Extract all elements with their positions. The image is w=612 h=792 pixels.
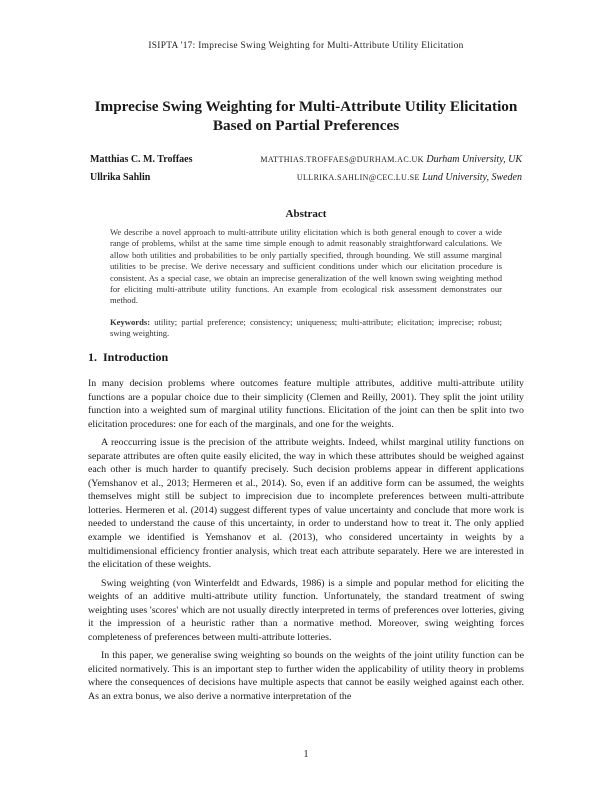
paper-title <box>60 97 552 135</box>
author-name: Ullrika Sahlin <box>90 172 151 183</box>
section-heading <box>88 350 168 365</box>
author-1 <box>90 154 522 168</box>
author-affiliation <box>297 172 522 183</box>
running-head: ISIPTA '17: Imprecise Swing Weighting for Multi-Attribute Utility Elicitation <box>148 41 464 51</box>
abstract-text: We describe a novel approach to multi-attribute utility elicitation which is both general enough to cover a wide range of problems, whilst at the same time simple enough to admit reasonably straightforward calculations. We allow both utilities and probabilities to be only partially specified, through bounding. We still assume marginal utilities to be precise. We derive necessary and sufficient conditions under which our elicitation procedure is consistent. As a special case, we obtain an imprecise generalization of the well known swing weighting method for eliciting multi-attribute utility functions. An example from ecological risk assessment demonstrates our method. <box>110 227 502 306</box>
author-email[interactable]: MATTHIAS.TROFFAES@DURHAM.AC.UK <box>260 155 424 164</box>
keywords <box>110 317 502 340</box>
paragraph: In this paper, we generalise swing weighting so bounds on the weights of the joint utility function can be elicited normatively. This is an important step to further widen the applicability of utility theory in problems where the consequences of decisions have multiple aspects that cannot be easily weighed against each other. As an extra bonus, we also derive a normative interpretation of the <box>88 650 524 703</box>
section-title: Introduction <box>103 350 169 364</box>
keywords-list: utility; partial preference; consistency; uniqueness; multi-attribute; elicitation; imprecise; robust; swing weighting. <box>110 317 503 339</box>
keywords-label: Keywords: <box>110 317 151 327</box>
author-name: Matthias C. M. Troffaes <box>90 154 193 165</box>
section-body <box>88 377 524 709</box>
author-institution: Durham University, UK <box>426 154 522 165</box>
author-email[interactable]: ULLRIKA.SAHLIN@CEC.LU.SE <box>296 173 420 182</box>
paragraph: In many decision problems where outcomes feature multiple attributes, additive multi-attribute utility functions are a popular choice due to their simplicity (Clemen and Reilly, 2001). They split the joint utility function into a weighted sum of marginal utility functions. Elicitation of the joint can then be split into two elicitation procedures: one for each of the marginals, and one for the weights. <box>88 378 524 430</box>
abstract-heading: Abstract <box>285 208 327 220</box>
title-line-2: Based on Partial Preferences <box>212 117 400 134</box>
author-affiliation <box>260 154 522 165</box>
author-2 <box>90 172 522 186</box>
title-line-1: Imprecise Swing Weighting for Multi-Attribute Utility Elicitation <box>94 98 518 115</box>
paragraph: Swing weighting (von Winterfeldt and Edwards, 1986) is a simple and popular method for eliciting the weights of an additive multi-attribute utility function. Unfortunately, the standard treatment of swing weighting uses 'scores' which are not usually directly interpreted in terms of preferences over lotteries, giving it the impression of a heuristic rather than a normative method. Moreover, swing weighting forces completeness of preferences between multi-attribute lotteries. <box>88 577 524 643</box>
section-number: 1. <box>88 350 97 364</box>
page-number: 1 <box>303 749 309 760</box>
author-institution: Lund University, Sweden <box>422 172 522 183</box>
paragraph: A reoccurring issue is the precision of the attribute weights. Indeed, whilst marginal utility functions on separate attributes are often quite easily elicited, the way in which these attributes should be weighed against each other is much harder to quantify precisely. Such decision problems appear in different applications (Yemshanov et al., 2013; Hermeren et al., 2014). So, even if an additive form can be assumed, the weights themselves might still be subject to imprecision due to incomplete preferences between multi-attribute lotteries. Hermeren et al. (2014) suggest different types of value uncertainty and conclude that more work is needed to understand the cause of this uncertainty, in order to understand how to treat it. The only applied example we identified is Yemshanov et al. (2013), who considered uncertainty in weights by a multidimensional efficiency frontier analysis, which treat each attribute separately. Here we are interested in the elicitation of these weights. <box>88 437 524 571</box>
